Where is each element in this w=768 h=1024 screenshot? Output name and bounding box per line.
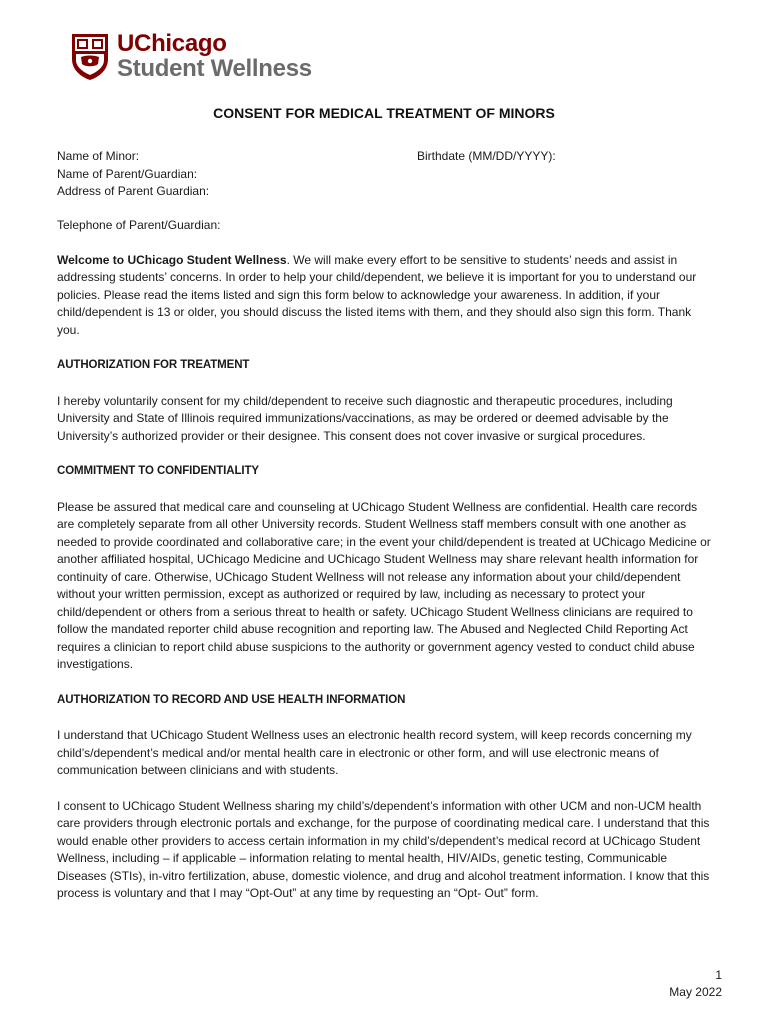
revision-date: May 2022 <box>669 985 722 999</box>
telephone-label: Telephone of Parent/Guardian: <box>57 218 221 232</box>
uchicago-shield-icon <box>71 33 109 81</box>
document-title: CONSENT FOR MEDICAL TREATMENT OF MINORS <box>213 105 555 121</box>
section-heading-authorization-treatment: AUTHORIZATION FOR TREATMENT <box>57 359 250 371</box>
form-fields <box>57 148 717 200</box>
section-paragraph: I consent to UChicago Student Wellness sharing my child’s/dependent’s information with other UCM and non-UCM health care providers through electronic portals and exchange, for the purpose of coordinating medical care. I understand that this would enable other providers to access certain information in my child’s/dependent’s medical record at UChicago Student Wellness, including – if applicable – information relating to mental health, HIV/AIDs, genetic testing, Communicable Diseases (STIs), in-vitro fertilization, abuse, domestic violence, and drug and alcohol treatment information. I know that this process is voluntary and that I may “Opt-Out” at any time by requesting an “Opt- Out” form. <box>57 798 710 900</box>
name-of-minor-label: Name of Minor: <box>57 149 140 163</box>
section-heading-health-information: AUTHORIZATION TO RECORD AND USE HEALTH INFORMATION <box>57 693 406 706</box>
welcome-text: . We will make every effort to be sensitive to students’ needs and assist in addressing students’ concerns. In order to help your child/dependent, we believe it is important for you to understand our policies. Please read the items listed and sign this form below to acknowledge your awareness. In addition, if your child/dependent is 13 or older, you should discuss the listed items with them, and they should also sign this form. Thank you. <box>57 252 697 337</box>
birthdate-label: Birthdate (MM/DD/YYYY): <box>417 149 556 163</box>
name-of-parent-label: Name of Parent/Guardian: <box>57 166 198 181</box>
section-paragraph: I hereby voluntarily consent for my child/dependent to receive such diagnostic and therapeutic procedures, including University and State of Illinois required immunizations/vaccinations, as may be ordered or deemed advisable by the University’s authorized provider or their designee. This consent does not cover invasive or surgical procedures. <box>57 393 673 443</box>
logo-wordmark-student-wellness: Student Wellness <box>117 55 312 82</box>
welcome-bold-text: Welcome to UChicago Student Wellness <box>57 252 287 267</box>
logo-wordmark-uchicago: UChicago <box>117 30 227 57</box>
uchicago-student-wellness-logo <box>71 30 341 85</box>
page-footer <box>669 967 722 1001</box>
address-label: Address of Parent Guardian: <box>57 184 210 198</box>
section-paragraph: I understand that UChicago Student Wellness uses an electronic health record system, will keep records concerning my child’s/dependent’s medical and/or mental health care in electronic or other form, and will use electronic means of communication between clinicians and with students. <box>57 728 692 777</box>
document-body <box>57 148 717 903</box>
page-number: 1 <box>715 968 722 982</box>
welcome-paragraph <box>57 252 717 340</box>
section-paragraph: Please be assured that medical care and counseling at UChicago Student Wellness are confidential. Health care records are completely separate from all other University records. Student Wellness staff members consult with one another as needed to provide coordinated and collaborative care; in the event your child/dependent is treated at UChicago Medicine or another affiliated hospital, UChicago Medicine and UChicago Student Wellness may share relevant health information for continuity of care. Otherwise, UChicago Student Wellness will not release any information about your child/dependent without your written permission, except as authorized or required by law, including as necessary to protect your child/dependent or others from a serious threat to health or safety. UChicago Student Wellness clinicians are required to follow the mandated reporter child abuse recognition and reporting law. The Abused and Neglected Child Reporting Act requires a clinician to report child abuse suspicions to the authority or government agency vested to conduct child abuse investigations. <box>57 499 711 671</box>
section-heading-confidentiality: COMMITMENT TO CONFIDENTIALITY <box>57 465 259 477</box>
